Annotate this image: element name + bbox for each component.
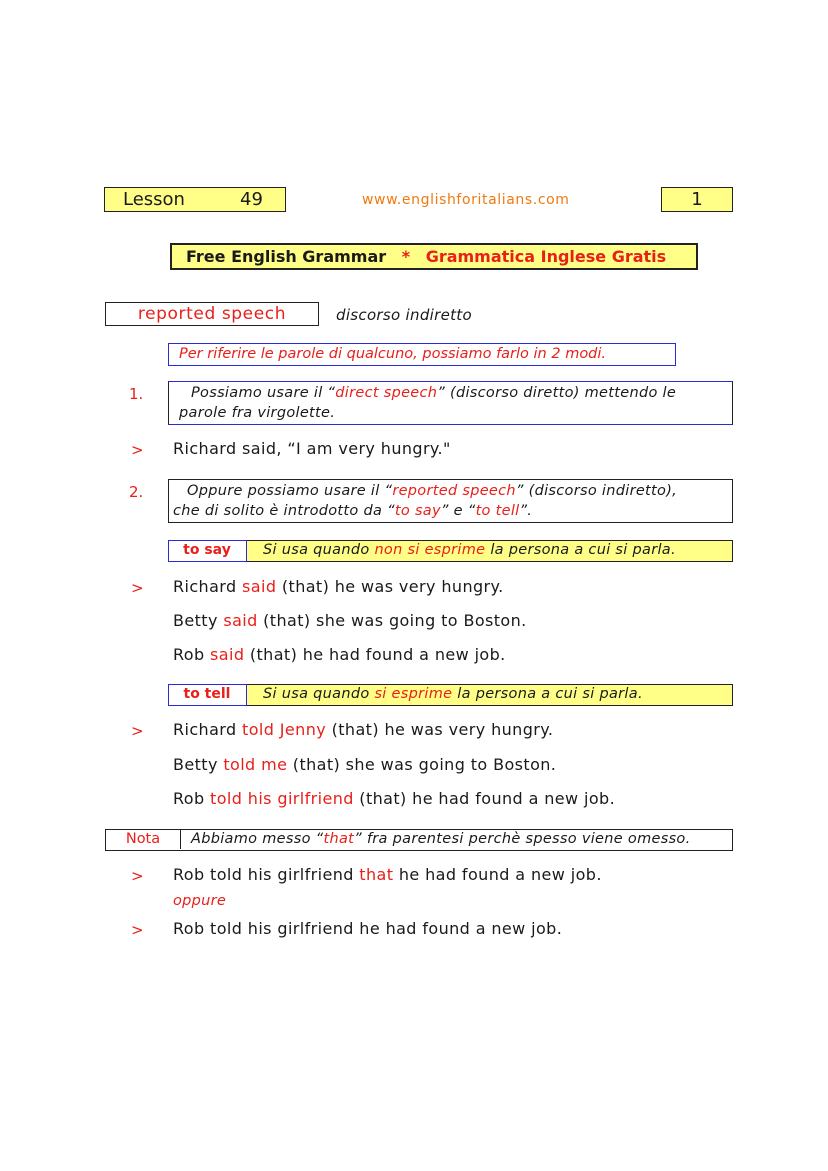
- to-say-label-text: to say: [183, 541, 231, 558]
- say-example-2-verb: said: [223, 611, 258, 630]
- page-number: 1: [691, 189, 703, 210]
- note-box: [105, 829, 733, 851]
- note-text: [191, 831, 691, 847]
- point-1-text-b: ” (discorso diretto) mettendo le: [437, 385, 677, 401]
- say-example-1: [173, 577, 504, 596]
- to-tell-label-text: to tell: [183, 685, 231, 702]
- say-example-1-verb: said: [242, 577, 277, 596]
- say-example-1-c: (that) he was very hungry.: [276, 577, 504, 596]
- point-1-box: [168, 381, 733, 425]
- point-2-text-a: Oppure possiamo usare il “: [187, 483, 393, 499]
- to-tell-desc: [263, 686, 643, 702]
- point-2-box: [168, 479, 733, 523]
- point-2-text-c: che di solito è introdotto da “: [173, 503, 395, 519]
- topic-title-box: [105, 302, 319, 326]
- point-2-term: reported speech: [392, 483, 516, 499]
- tell-example-1-c: (that) he was very hungry.: [326, 720, 554, 739]
- note-text-a: Abbiamo messo “: [191, 831, 324, 847]
- to-tell-box: [168, 684, 733, 706]
- page-number-badge: [661, 187, 733, 212]
- tell-example-2-a: Betty: [173, 755, 224, 774]
- to-say-desc: [263, 542, 676, 558]
- point-2-to-say: to say: [394, 503, 441, 519]
- note-text-b: ” fra parentesi perchè spesso viene omesso.: [354, 831, 691, 847]
- point-1-text-c: parole fra virgolette.: [179, 405, 336, 421]
- to-tell-desc-a: Si usa quando: [263, 686, 375, 702]
- say-example-3-c: (that) he had found a new job.: [244, 645, 506, 664]
- tell-example-1: [173, 720, 553, 739]
- intro-text: Per riferire le parole di qualcuno, possiamo farlo in 2 modi.: [179, 346, 607, 362]
- to-tell-desc-highlight: si esprime: [374, 686, 453, 702]
- note-example-1: [173, 865, 602, 884]
- to-say-label: [168, 540, 247, 562]
- tell-example-3: [173, 789, 615, 808]
- to-tell-label: [168, 684, 247, 706]
- website-link[interactable]: www.englishforitalians.com: [362, 192, 570, 208]
- point-2-text-e: ”.: [519, 503, 533, 519]
- say-example-2: [173, 611, 527, 630]
- point-1-number: 1.: [129, 385, 144, 403]
- lesson-number: 49: [240, 189, 263, 210]
- tell-example-3-verb: told his girlfriend: [210, 789, 354, 808]
- tell-example-3-c: (that) he had found a new job.: [353, 789, 616, 808]
- say-example-1-marker: >: [131, 579, 144, 597]
- banner-italian: Grammatica Inglese Gratis: [425, 247, 667, 266]
- say-example-3-verb: said: [210, 645, 245, 664]
- note-example-1-that: that: [359, 865, 394, 884]
- tell-example-3-a: Rob: [173, 789, 211, 808]
- banner-english: Free English Grammar: [186, 247, 387, 266]
- direct-speech-example: Richard said, “I am very hungry.": [173, 439, 451, 458]
- say-example-2-c: (that) she was going to Boston.: [257, 611, 527, 630]
- note-example-1-a: Rob told his girlfriend: [173, 865, 360, 884]
- say-example-1-a: Richard: [173, 577, 243, 596]
- lesson-badge: [104, 187, 286, 212]
- to-say-desc-b: la persona a cui si parla.: [485, 542, 676, 558]
- tell-example-2-verb: told me: [223, 755, 288, 774]
- note-example-2: Rob told his girlfriend he had found a new job.: [173, 919, 563, 938]
- to-say-box: [168, 540, 733, 562]
- note-text-that: that: [323, 831, 355, 847]
- tell-example-1-verb: told Jenny: [242, 720, 327, 739]
- note-example-2-marker: >: [131, 921, 144, 939]
- note-example-1-c: he had found a new job.: [393, 865, 602, 884]
- alternative-label: oppure: [173, 893, 227, 909]
- intro-box: [168, 343, 676, 366]
- point-1-term: direct speech: [335, 385, 438, 401]
- point-1-text-a: Possiamo usare il “: [191, 385, 336, 401]
- say-example-3-a: Rob: [173, 645, 211, 664]
- tell-example-2-c: (that) she was going to Boston.: [287, 755, 557, 774]
- note-label-text: Nota: [125, 831, 161, 847]
- example-marker: >: [131, 441, 144, 459]
- tell-example-2: [173, 755, 556, 774]
- star-icon: *: [401, 247, 411, 266]
- topic-title: reported speech: [137, 304, 287, 324]
- topic-translation: discorso indiretto: [336, 306, 472, 324]
- point-2-to-tell: to tell: [475, 503, 520, 519]
- point-2-number: 2.: [129, 483, 144, 501]
- point-2-text-d: ” e “: [440, 503, 476, 519]
- lesson-label: Lesson: [123, 189, 185, 210]
- say-example-3: [173, 645, 506, 664]
- to-tell-desc-b: la persona a cui si parla.: [452, 686, 643, 702]
- note-example-1-marker: >: [131, 867, 144, 885]
- note-label: [106, 830, 181, 849]
- tell-example-1-a: Richard: [173, 720, 243, 739]
- say-example-2-a: Betty: [173, 611, 224, 630]
- to-say-desc-highlight: non si esprime: [374, 542, 486, 558]
- title-banner: [170, 243, 698, 270]
- point-2-text-b: ” (discorso indiretto),: [515, 483, 678, 499]
- tell-example-1-marker: >: [131, 722, 144, 740]
- to-say-desc-a: Si usa quando: [263, 542, 375, 558]
